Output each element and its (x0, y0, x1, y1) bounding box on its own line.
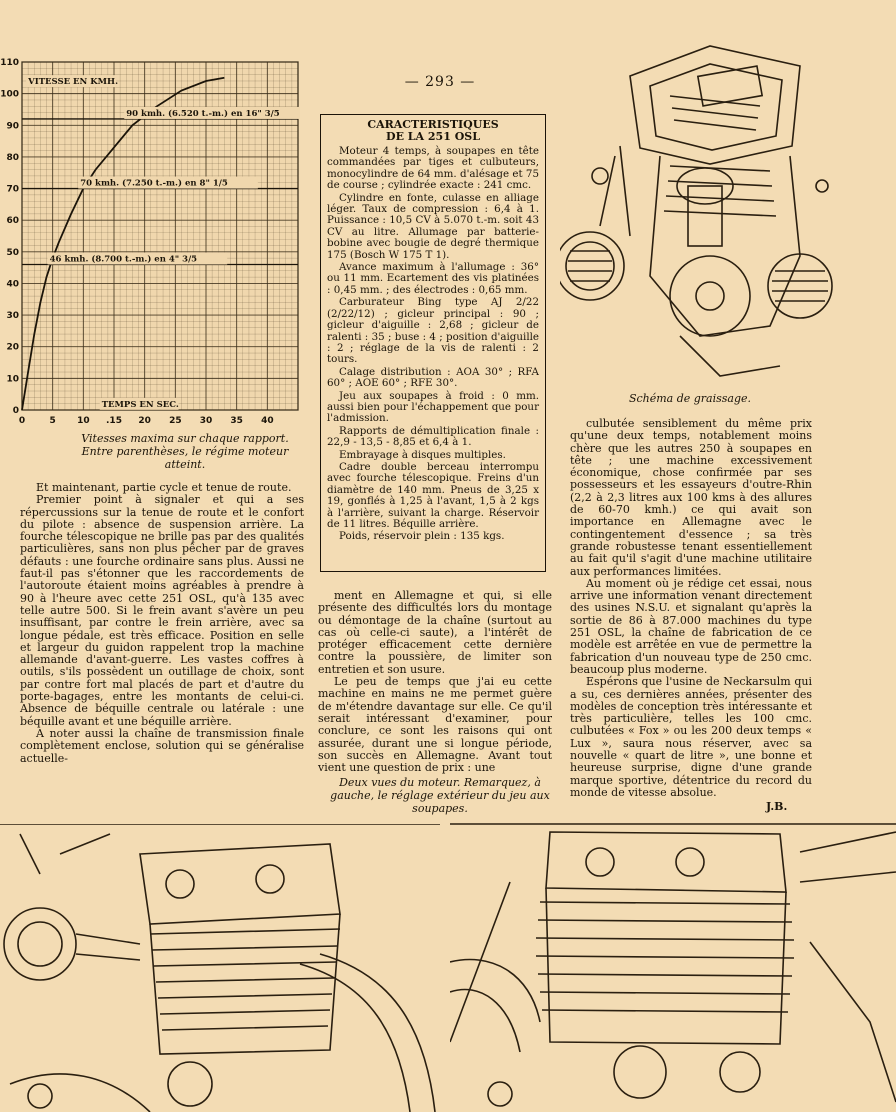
chart-x-tick-label: 30 (199, 416, 213, 426)
lubrication-schema-caption: Schéma de graissage. (628, 392, 752, 405)
chart-annotation-label: 70 kmh. (7.250 t.-m.) en 8" 1/5 (80, 178, 228, 189)
specification-paragraph: Carburateur Bing type AJ 2/22 (2/22/12) ; gicleur principal : 90 ; gicleur d'aiguille : 2,68 ; gicleur de ralenti : 35 ; buse : 4 ; position d'aiguille : 2 ; réglage de la vis de ralenti : 2 tours. (327, 296, 539, 366)
chart-y-tick-label: 20 (6, 342, 19, 353)
speed-time-chart (0, 56, 300, 428)
chart-y-tick-label: 50 (6, 247, 19, 258)
specifications-title (327, 119, 539, 143)
article-column-1 (20, 482, 304, 765)
chart-x-tick-label: 0 (18, 416, 26, 426)
chart-y-tick-label: 90 (6, 121, 19, 132)
page-number: — 293 — (404, 74, 476, 90)
chart-y-tick-label: 100 (0, 89, 19, 100)
chart-annotation-label: 46 kmh. (8.700 t.-m.) en 4" 3/5 (49, 254, 198, 265)
chart-x-tick-label: 35 (230, 416, 243, 426)
specifications-title-line: DE LA 251 OSL (386, 130, 480, 143)
engine-views-caption: Deux vues du moteur. Remarquez, à gauche, le réglage extérieur du jeu aux soupapes. (330, 776, 550, 815)
specifications-box (320, 114, 546, 572)
specification-paragraph: Jeu aux soupapes à froid : 0 mm. aussi bien pour l'échappement que pour l'admission. (327, 389, 539, 425)
chart-annotation-label: TEMPS EN SEC. (101, 399, 179, 410)
specification-paragraph: Avance maximum à l'allumage : 36° ou 11 mm. Ecartement des vis platinées : 0,45 mm. ; des électrodes : 0,65 mm. (327, 261, 539, 296)
specification-paragraph: Poids, réservoir plein : 135 kgs. (339, 530, 505, 543)
specification-paragraph: Embrayage à disques multiples. (339, 448, 506, 461)
article-paragraph: Et maintenant, partie cycle et tenue de route. (36, 481, 292, 494)
chart-y-tick-label: 0 (12, 406, 19, 416)
article-paragraph: culbutée sensiblement du même prix qu'une deux temps, notablement moins chère que les autres 250 à soupapes en tête ; une machine excessivement économique, chose confirmée par ses possesseurs et les essayeurs d'outre-Rhin (2,2 à 2,3 litres aux 100 kms à des allures de 60-70 kmh.) ce qui avait son importance en Allemagne avec le contingentement d'essence ; sa très grande robustesse tenant essentiellement au fait qu'il s'agit d'une machine utilitaire aux performances limitées. (570, 417, 812, 578)
chart-y-tick-label: 70 (6, 184, 19, 195)
specifications-title-line: CARACTERISTIQUES (367, 118, 499, 131)
specifications-body (327, 146, 539, 543)
chart-annotation-label: 90 kmh. (6.520 t.-m.) en 16" 3/5 (126, 108, 280, 119)
specification-paragraph: Calage distribution : AOA 30° ; RFA 60° ; AOE 60° ; RFE 30°. (327, 365, 539, 390)
chart-x-tick-label: .15 (106, 416, 122, 426)
article-column-3 (570, 418, 812, 799)
specification-paragraph: Cylindre en fonte, culasse en alliage léger. Taux de compression : 6,4 à 1. Puissance : 10,5 CV à 5.070 t.-m. soit 43 CV au litre. Allumage par batterie-bobine avec bougie de degré thermique 175 (Bosch W 175 T 1). (327, 191, 539, 261)
article-paragraph: Espérons que l'usine de Neckarsulm qui a su, ces dernières années, présenter des modèles de conception très intéressante et très particulière, telles les 100 cmc. culbutées « Fox » ou les 200 deux temps « Lux », saura nous réserver, avec sa nouvelle « quart de litre », une bonne et heureuse surprise, digne d'une grande marque sportive, détentrice du record du monde de vitesse absolue. (570, 675, 812, 799)
article-paragraph: ment en Allemagne et qui, si elle présente des difficultés lors du montage ou démontage de la chaîne (surtout au cas où celle-ci saute), a l'intérêt de protéger efficacement cette dernière contre la poussière, de limiter son entretien et son usure. (318, 589, 552, 676)
engine-left-view-illustration (0, 824, 440, 1112)
chart-annotation-label: VITESSE EN KMH. (28, 77, 119, 88)
chart-x-tick-label: 40 (261, 416, 274, 426)
article-paragraph: Premier point à signaler et qui a ses répercussions sur la tenue de route et le confort du pilote : absence de suspension arrière. La fourche télescopique ne brille pas par des qualités particulières, sans non plus pêcher par de graves défauts : une fourche ordinaire sans plus. Aussi ne faut-il pas s'étonner que les raccordements de l'autoroute étaient moins agréables à prendre à 90 à l'heure avec cette 251 OSL, qu'à 135 avec telle autre 500. Si le frein avant s'avère un peu insuffisant, par contre le frein arrière, avec sa longue pédale, est très efficace. Position en selle et largeur du guidon rappelent trop la machine allemande d'avant-guerre. Les vastes coffres à outils, s'ils possèdent un outillage de choix, sont par contre fort mal placés de part et d'autre du porte-bagages, entre les montants de celui-ci. Absence de béquille centrale ou latérale : une béquille avant et une béquille arrière. (20, 493, 304, 728)
specification-paragraph: Cadre double berceau interrompu avec fourche télescopique. Freins d'un diamètre de 140 mm. Pneus de 3,25 x 19, gonflés à 1,25 à l'avant, 1,5 à 2 kgs à l'arrière, suivant la charge. Réservoir de 11 litres. Béquille arrière. (327, 460, 539, 530)
chart-y-tick-label: 10 (6, 374, 19, 385)
chart-y-tick-label: 40 (6, 279, 19, 290)
chart-svg (0, 56, 300, 428)
chart-x-tick-label: 25 (169, 416, 182, 426)
chart-x-tick-label: 10 (77, 416, 90, 426)
article-column-2 (318, 590, 552, 774)
chart-y-tick-label: 30 (6, 311, 19, 322)
chart-x-tick-label: 5 (49, 416, 56, 426)
lubrication-schema-illustration (560, 36, 842, 386)
specification-paragraph: Rapports de démultiplication finale : 22,9 - 13,5 - 8,85 et 6,4 à 1. (327, 424, 539, 449)
chart-y-tick-label: 60 (6, 216, 19, 227)
specification-paragraph: Moteur 4 temps, à soupapes en tête commandées par tiges et culbuteurs, monocylindre de 64 mm. d'alésage et 75 de course ; cylindrée exacte : 241 cmc. (327, 145, 539, 192)
article-paragraph: Le peu de temps que j'ai eu cette machine en mains ne me permet guère de m'étendre davantage sur elle. Ce qu'il serait intéressant d'examiner, pour conclure, ce sont les raisons qui ont assurée, durant une si longue période, son succès en Allemagne. Avant tout vient une question de prix : une (318, 675, 552, 775)
author-signature: J.B. (766, 800, 788, 813)
chart-y-tick-label: 80 (6, 152, 19, 163)
article-paragraph: A noter aussi la chaîne de transmission finale complètement enclose, solution qui se généralise actuelle- (20, 726, 304, 765)
engine-right-view-illustration (450, 822, 896, 1112)
chart-y-tick-label: 110 (0, 58, 19, 68)
article-paragraph: Au moment où je rédige cet essai, nous arrive une information venant directement des usines N.S.U. et signalant qu'après la sortie de 86 à 87.000 machines du type 251 OSL, la chaîne de fabrication de ce modèle est arrêtée en vue de permettre la fabrication d'un nouveau type de 250 cmc. beaucoup plus moderne. (570, 576, 812, 676)
chart-x-tick-label: 20 (138, 416, 151, 426)
chart-caption: Vitesses maxima sur chaque rapport. Entre parenthèses, le régime moteur atteint. (81, 432, 289, 471)
